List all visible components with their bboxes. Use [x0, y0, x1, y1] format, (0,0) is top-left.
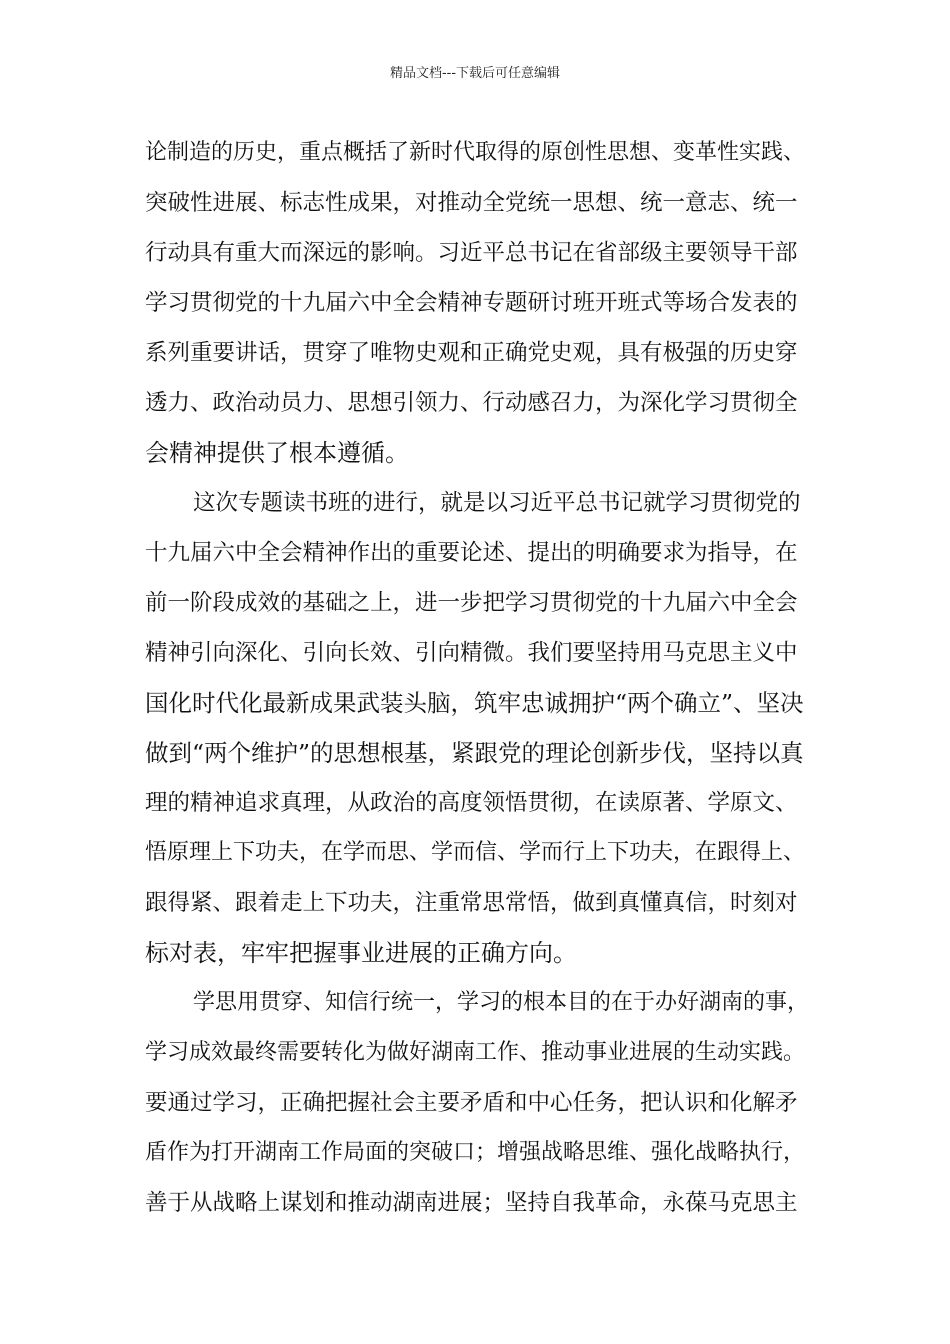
text-line: 精神引向深化、引向长效、引向精微。我们要坚持用马克思主义中 — [145, 640, 798, 666]
text-line: 这次专题读书班的进行，就是以习近平总书记就学习贯彻党的 — [193, 490, 801, 516]
text-line: 标对表，牢牢把握事业进展的正确方向。 — [145, 939, 577, 967]
paragraph-1 — [145, 128, 810, 478]
text-line: 跟得紧、跟着走上下功夫，注重常思常悟，做到真懂真信，时刻对 — [145, 890, 798, 916]
text-line: 学思用贯穿、知信行统一，学习的根本目的在于办好湖南的事， — [193, 990, 810, 1015]
document-body — [145, 128, 810, 1228]
text-line: 悟原理上下功夫，在学而思、学而信、学而行上下功夫，在跟得上、 — [145, 840, 806, 865]
text-line: 善于从战略上谋划和推动湖南进展；坚持自我革命，永葆马克思主 — [145, 1190, 798, 1216]
text-line: 学习贯彻党的十九届六中全会精神专题研讨班开班式等场合发表的 — [145, 290, 798, 316]
paragraph-2 — [145, 478, 810, 978]
text-line: 学习成效最终需要转化为做好湖南工作、推动事业进展的生动实践。 — [145, 1040, 806, 1065]
text-line: 行动具有重大而深远的影响。习近平总书记在省部级主要领导干部 — [145, 240, 798, 266]
text-line: 突破性进展、标志性成果，对推动全党统一思想、统一意志、统一 — [145, 190, 798, 216]
text-line: 国化时代化最新成果武装头脑，筑牢忠诚拥护“两个确立”、坚决 — [145, 689, 804, 717]
text-line: 要通过学习，正确把握社会主要矛盾和中心任务，把认识和化解矛 — [145, 1090, 798, 1116]
text-line: 系列重要讲话，贯穿了唯物史观和正确党史观，具有极强的历史穿 — [145, 340, 798, 366]
text-line: 十九届六中全会精神作出的重要论述、提出的明确要求为指导，在 — [145, 540, 798, 566]
text-line: 做到“两个维护”的思想根基，紧跟党的理论创新步伐，坚持以真 — [145, 739, 804, 767]
text-line: 透力、政治动员力、思想引领力、行动感召力，为深化学习贯彻全 — [145, 390, 798, 416]
text-line: 前一阶段成效的基础之上，进一步把学习贯彻党的十九届六中全会 — [145, 590, 798, 616]
text-line: 理的精神追求真理，从政治的高度领悟贯彻，在读原著、学原文、 — [145, 790, 798, 816]
paragraph-3 — [145, 978, 810, 1228]
text-line: 论制造的历史，重点概括了新时代取得的原创性思想、变革性实践、 — [145, 140, 806, 165]
text-line: 盾作为打开湖南工作局面的突破口；增强战略思维、强化战略执行， — [145, 1140, 806, 1165]
text-line: 会精神提供了根本遵循。 — [145, 439, 409, 467]
page-header: 精品文档---下载后可任意编辑 — [389, 66, 561, 81]
